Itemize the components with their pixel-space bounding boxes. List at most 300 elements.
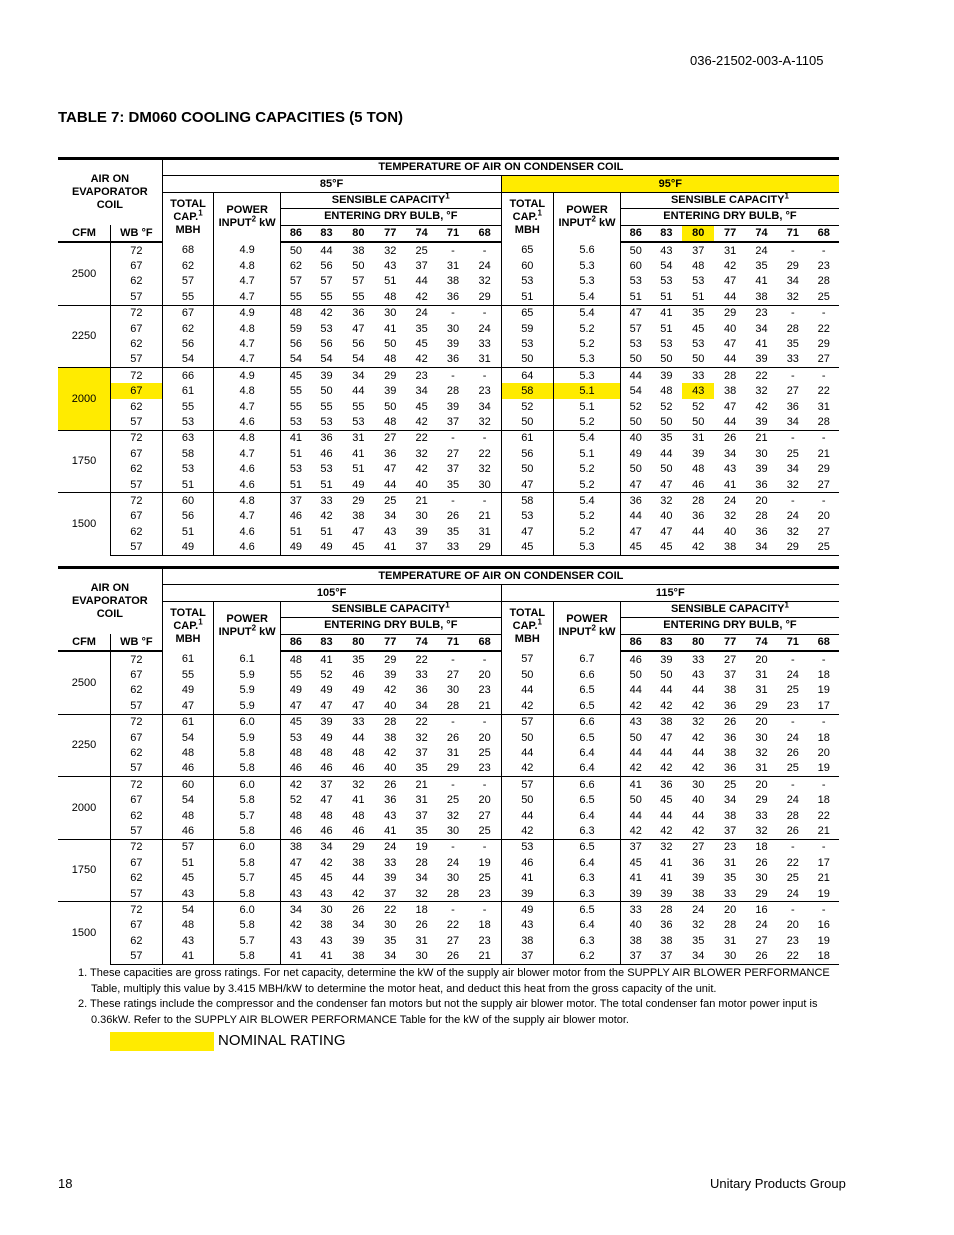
wb-value: 72 xyxy=(111,777,163,793)
sensible-value: 55 xyxy=(281,383,311,398)
total-cap-value: 42 xyxy=(501,823,554,839)
total-cap-value: 45 xyxy=(162,870,214,885)
power-input-value: 5.1 xyxy=(554,383,621,398)
total-cap-value: 54 xyxy=(162,352,214,368)
sensible-value: 27 xyxy=(446,669,460,682)
sensible-value: 36 xyxy=(692,856,705,869)
total-cap-value: 48 xyxy=(162,918,214,933)
sensible-value: 57 xyxy=(620,321,650,336)
sensible-value: 38 xyxy=(342,948,374,964)
sensible-value: 23 xyxy=(478,762,491,775)
sensible-value: 43 xyxy=(723,463,737,476)
sensible-value: - xyxy=(469,430,501,446)
total-cap-value: 50 xyxy=(501,352,554,368)
sensible-value: 51 xyxy=(620,289,650,305)
sensible-value: 31 xyxy=(755,684,768,697)
cfm-value: 2250 xyxy=(58,305,111,368)
sensible-value: 37 xyxy=(620,948,650,964)
sensible-value: 50 xyxy=(620,667,650,682)
sensible-value: 41 xyxy=(723,478,737,491)
sensible-value: 41 xyxy=(660,856,673,869)
sensible-value: 46 xyxy=(281,761,311,777)
sensible-value: 39 xyxy=(446,337,460,350)
sensible-value: 47 xyxy=(320,699,333,712)
sensible-value: 32 xyxy=(415,731,428,744)
sensible-value: 20 xyxy=(746,493,777,509)
sensible-value: - xyxy=(809,839,840,855)
sensible-value: 41 xyxy=(755,337,768,350)
sensible-value: 31 xyxy=(755,669,768,682)
total-cap-value: 55 xyxy=(162,399,214,414)
sensible-value: 47 xyxy=(660,731,673,744)
condenser-temp-a: 85°F xyxy=(162,176,501,192)
sensible-value: 38 xyxy=(660,934,673,947)
total-cap-value: 49 xyxy=(162,683,214,698)
power-input-value: 5.1 xyxy=(554,446,621,461)
sensible-value: 44 xyxy=(660,809,673,822)
sensible-value: 39 xyxy=(755,415,768,428)
table-row xyxy=(58,918,839,933)
sensible-value: 42 xyxy=(692,762,705,775)
sensible-value: 22 xyxy=(817,385,830,398)
dry-bulb-col-a: 74 xyxy=(406,634,437,651)
table-row xyxy=(58,383,839,398)
sensible-value: 48 xyxy=(384,290,397,303)
air-on-label: AIR ON xyxy=(90,173,130,186)
sensible-value: - xyxy=(777,368,808,384)
power-input-value: 4.8 xyxy=(214,258,281,273)
power-input-value: 6.4 xyxy=(554,761,621,777)
cfm-header: CFM xyxy=(58,225,111,242)
coil-label: COIL xyxy=(96,608,123,621)
sensible-value: 29 xyxy=(714,305,745,321)
condenser-temp-b: 95°F xyxy=(501,176,839,192)
total-cap-value: 61 xyxy=(162,383,214,398)
sensible-value: 39 xyxy=(311,714,342,730)
sensible-value: 38 xyxy=(446,275,460,288)
sensible-value: 42 xyxy=(384,746,397,759)
total-cap-value: 47 xyxy=(501,524,554,539)
sensible-value: 46 xyxy=(281,823,311,839)
power-input-value: 6.6 xyxy=(554,667,621,682)
total-cap-value: 66 xyxy=(162,368,214,384)
dry-bulb-col-b: 68 xyxy=(809,225,840,242)
sensible-value: 34 xyxy=(415,385,428,398)
sensible-value: 34 xyxy=(352,919,365,932)
sensible-value: 53 xyxy=(320,463,333,476)
total-cap-value: 61 xyxy=(501,430,554,446)
input-label: INPUT xyxy=(558,626,592,639)
total-cap-value: 51 xyxy=(501,289,554,305)
sensible-value: 32 xyxy=(478,415,491,428)
total-cap-value: 39 xyxy=(501,886,554,902)
power-input-header-b xyxy=(554,601,621,651)
sensible-value: 21 xyxy=(817,824,830,837)
sensible-value: 24 xyxy=(406,305,437,321)
power-input-value: 5.9 xyxy=(214,698,281,714)
wb-value: 72 xyxy=(111,493,163,509)
sensible-value: 44 xyxy=(620,368,650,384)
legend-label: NOMINAL RATING xyxy=(218,1032,346,1049)
sensible-value: 28 xyxy=(375,714,406,730)
wb-value: 57 xyxy=(111,823,163,839)
table-row xyxy=(58,274,839,289)
dry-bulb-col-a: 80 xyxy=(342,634,374,651)
power-label: POWER xyxy=(226,204,268,217)
sensible-value: 39 xyxy=(384,385,397,398)
cfm-header: CFM xyxy=(58,634,111,651)
sensible-value: 43 xyxy=(692,669,705,682)
sensible-value: 50 xyxy=(384,400,397,413)
sensible-value: 23 xyxy=(817,260,830,273)
table-row xyxy=(58,352,839,368)
total-cap-value: 57 xyxy=(501,777,554,793)
sensible-value: 48 xyxy=(281,808,311,823)
sensible-value: - xyxy=(437,902,468,918)
sensible-value: 30 xyxy=(446,872,460,885)
cooling-capacity-table-2 xyxy=(58,566,839,965)
sensible-value: 42 xyxy=(723,260,737,273)
sensible-value: 41 xyxy=(620,777,650,793)
power-input-value: 6.6 xyxy=(554,714,621,730)
sensible-value: 31 xyxy=(723,856,737,869)
power-input-value: 6.5 xyxy=(554,839,621,855)
kw-label: kW xyxy=(259,217,276,230)
sensible-value: 28 xyxy=(714,368,745,384)
sensible-value: 47 xyxy=(620,524,650,539)
sensible-value: 26 xyxy=(786,746,799,759)
dry-bulb-col-a: 77 xyxy=(375,225,406,242)
sensible-value: 30 xyxy=(446,684,460,697)
sensible-value: 50 xyxy=(620,461,650,476)
sensible-value: 28 xyxy=(817,275,830,288)
sensible-value: 53 xyxy=(281,730,311,745)
sensible-value: 20 xyxy=(786,919,799,932)
total-cap-value: 51 xyxy=(162,477,214,493)
sensible-value: 54 xyxy=(660,260,673,273)
sensible-value: 38 xyxy=(723,809,737,822)
sensible-value: 28 xyxy=(446,385,460,398)
power-input-value: 6.0 xyxy=(214,714,281,730)
sensible-value: 43 xyxy=(281,886,311,902)
sensible-value: 35 xyxy=(682,305,714,321)
mbh-label: MBH xyxy=(514,632,540,645)
wb-value: 67 xyxy=(111,446,163,461)
sensible-value: 20 xyxy=(817,510,830,523)
sensible-value: 47 xyxy=(352,699,365,712)
sensible-value: 37 xyxy=(620,839,650,855)
footnote-ref: 1 xyxy=(198,208,203,218)
sensible-value: 42 xyxy=(311,305,342,321)
sensible-value: 25 xyxy=(786,872,799,885)
sensible-value: 22 xyxy=(786,856,799,869)
sensible-value: 42 xyxy=(755,400,768,413)
sensible-value: 51 xyxy=(281,524,311,539)
sensible-label: SENSIBLE CAPACITY xyxy=(670,193,785,206)
sensible-value: 42 xyxy=(682,539,714,555)
sensible-value: 42 xyxy=(620,823,650,839)
sensible-value: 33 xyxy=(384,856,397,869)
power-input-value: 5.8 xyxy=(214,918,281,933)
sensible-value: 35 xyxy=(651,430,682,446)
total-cap-value: 45 xyxy=(501,539,554,555)
power-input-value: 4.6 xyxy=(214,539,281,555)
document-number: 036-21502-003-A-1105 xyxy=(690,53,824,68)
power-input-header-a xyxy=(214,192,281,242)
sensible-value: 54 xyxy=(352,353,365,366)
footer-company: Unitary Products Group xyxy=(710,1176,846,1191)
sensible-value: 36 xyxy=(723,699,737,712)
power-label: POWER xyxy=(566,204,608,217)
sensible-value: 30 xyxy=(478,478,491,491)
sensible-value: 30 xyxy=(375,305,406,321)
dry-bulb-col-a: 86 xyxy=(281,225,311,242)
sensible-value: 37 xyxy=(415,809,428,822)
sensible-value: 53 xyxy=(620,274,650,289)
total-cap-value: 50 xyxy=(501,667,554,682)
total-cap-value: 56 xyxy=(162,336,214,351)
power-input-value: 6.0 xyxy=(214,902,281,918)
dry-bulb-col-b: 71 xyxy=(777,634,808,651)
sensible-value: 48 xyxy=(352,746,365,759)
sensible-value: 32 xyxy=(786,478,799,491)
power-input-value: 6.5 xyxy=(554,698,621,714)
sensible-value: 41 xyxy=(375,539,406,555)
sensible-value: 21 xyxy=(817,872,830,885)
sensible-value: 44 xyxy=(620,683,650,698)
sensible-value: 26 xyxy=(415,919,428,932)
sensible-value: 47 xyxy=(352,322,365,335)
power-input-value: 5.2 xyxy=(554,336,621,351)
sensible-value: 30 xyxy=(446,322,460,335)
total-cap-value: 57 xyxy=(162,839,214,855)
sensible-value: 48 xyxy=(352,809,365,822)
sensible-value: - xyxy=(777,777,808,793)
table-row xyxy=(58,823,839,839)
sensible-value: 32 xyxy=(384,244,397,257)
sensible-value: 32 xyxy=(651,839,682,855)
dry-bulb-col-b: 86 xyxy=(620,634,650,651)
sensible-value: 24 xyxy=(446,856,460,869)
sensible-value: 41 xyxy=(660,872,673,885)
sensible-value: 38 xyxy=(352,856,365,869)
table-row xyxy=(58,414,839,430)
sensible-value: 41 xyxy=(352,794,365,807)
sensible-value: 21 xyxy=(746,430,777,446)
sensible-value: 25 xyxy=(817,290,830,303)
sensible-value: - xyxy=(451,653,455,666)
power-input-value: 6.1 xyxy=(214,651,281,667)
sensible-value: 30 xyxy=(755,872,768,885)
sensible-value: - xyxy=(821,653,826,666)
sensible-value: 53 xyxy=(692,337,705,350)
sensible-value: 48 xyxy=(692,260,705,273)
total-cap-value: 43 xyxy=(162,933,214,948)
sensible-value: 49 xyxy=(352,478,365,491)
sensible-value: - xyxy=(469,902,501,918)
total-cap-value: 53 xyxy=(501,336,554,351)
sensible-value: 53 xyxy=(660,337,673,350)
sensible-value: 34 xyxy=(415,872,428,885)
wb-value: 67 xyxy=(111,792,163,807)
power-input-value: 6.5 xyxy=(554,792,621,807)
sensible-value: 27 xyxy=(817,525,830,538)
sensible-value: 22 xyxy=(415,653,428,666)
power-input-header-b xyxy=(554,192,621,242)
wb-value: 62 xyxy=(111,745,163,760)
sensible-value: - xyxy=(809,777,840,793)
sensible-value: 23 xyxy=(478,887,491,900)
sensible-value: 20 xyxy=(714,902,745,918)
sensible-value: 42 xyxy=(281,918,311,933)
sensible-value: 35 xyxy=(384,934,397,947)
total-cap-value: 55 xyxy=(162,667,214,682)
sensible-value: 47 xyxy=(384,463,397,476)
sensible-value: 32 xyxy=(755,385,768,398)
sensible-value: 35 xyxy=(415,762,428,775)
sensible-value: 44 xyxy=(352,872,365,885)
total-cap-value: 46 xyxy=(162,761,214,777)
sensible-value: 44 xyxy=(723,353,737,366)
dry-bulb-col-b: 77 xyxy=(714,634,745,651)
sensible-label: SENSIBLE CAPACITY xyxy=(670,602,785,615)
sensible-value: 33 xyxy=(755,809,768,822)
sensible-value: 48 xyxy=(384,353,397,366)
table-row xyxy=(58,258,839,273)
dry-bulb-col-b: 80 xyxy=(682,634,714,651)
sensible-value: 16 xyxy=(817,919,830,932)
dry-bulb-col-b: 80 xyxy=(682,225,714,242)
sensible-value: 45 xyxy=(281,870,311,885)
wb-value: 57 xyxy=(111,761,163,777)
sensible-value: 43 xyxy=(384,525,397,538)
sensible-value: 38 xyxy=(384,731,397,744)
table-row xyxy=(58,948,839,964)
sensible-value: 32 xyxy=(478,275,491,288)
table-row xyxy=(58,745,839,760)
sensible-value: 44 xyxy=(620,808,650,823)
sensible-value: 24 xyxy=(478,260,491,273)
footnote-ref: 2 xyxy=(591,623,596,633)
sensible-value: 25 xyxy=(786,447,799,460)
total-cap-value: 63 xyxy=(162,430,214,446)
table-row xyxy=(58,870,839,885)
sensible-value: 29 xyxy=(342,839,374,855)
footnote-ref: 1 xyxy=(445,600,450,610)
sensible-value: 32 xyxy=(786,290,799,303)
total-cap-value: 52 xyxy=(501,399,554,414)
total-cap-value: 53 xyxy=(162,461,214,476)
sensible-value: 32 xyxy=(651,493,682,509)
power-input-value: 6.5 xyxy=(554,730,621,745)
sensible-value: 33 xyxy=(786,353,799,366)
power-input-value: 5.2 xyxy=(554,461,621,476)
sensible-value: 41 xyxy=(384,824,397,837)
sensible-value: 44 xyxy=(384,478,397,491)
wb-value: 62 xyxy=(111,524,163,539)
sensible-value: 19 xyxy=(817,887,830,900)
wb-value: 67 xyxy=(111,258,163,273)
sensible-value: 32 xyxy=(755,824,768,837)
total-cap-header-b xyxy=(501,192,554,242)
sensible-value: 29 xyxy=(375,368,406,384)
sensible-value: 31 xyxy=(342,430,374,446)
sensible-value: 21 xyxy=(817,447,830,460)
power-input-value: 5.3 xyxy=(554,368,621,384)
power-input-value: 4.9 xyxy=(214,305,281,321)
sensible-value: 49 xyxy=(620,446,650,461)
footnote-ref: 2 xyxy=(591,214,596,224)
cfm-value: 2000 xyxy=(58,368,111,431)
table-row xyxy=(58,933,839,948)
sensible-value: 31 xyxy=(415,934,428,947)
power-input-value: 4.6 xyxy=(214,524,281,539)
sensible-value: 32 xyxy=(415,447,428,460)
power-input-value: 5.4 xyxy=(554,493,621,509)
sensible-value: 45 xyxy=(281,368,311,384)
sensible-value: 41 xyxy=(320,653,333,666)
sensible-value: 37 xyxy=(446,463,460,476)
sensible-value: 32 xyxy=(723,510,737,523)
sensible-value: 36 xyxy=(723,731,737,744)
sensible-value: - xyxy=(469,493,501,509)
sensible-value: - xyxy=(437,714,468,730)
sensible-value: 32 xyxy=(342,777,374,793)
sensible-value: 37 xyxy=(384,887,397,900)
power-input-value: 5.7 xyxy=(214,808,281,823)
sensible-value: 26 xyxy=(342,902,374,918)
power-input-value: 6.4 xyxy=(554,745,621,760)
sensible-value: 37 xyxy=(651,948,682,964)
wb-value: 57 xyxy=(111,289,163,305)
table-row xyxy=(58,714,839,730)
total-cap-value: 53 xyxy=(501,839,554,855)
sensible-value: 44 xyxy=(692,525,705,538)
sensible-value: 50 xyxy=(692,353,705,366)
footnote-ref: 1 xyxy=(537,617,542,627)
table-row xyxy=(58,461,839,476)
total-cap-value: 46 xyxy=(162,823,214,839)
sensible-value: 49 xyxy=(320,731,333,744)
sensible-value: 45 xyxy=(320,872,333,885)
total-cap-value: 67 xyxy=(162,305,214,321)
sensible-value: 43 xyxy=(660,244,673,257)
sensible-value: 28 xyxy=(755,510,768,523)
sensible-value: 29 xyxy=(755,699,768,712)
evaporator-label: EVAPORATOR xyxy=(71,595,148,608)
sensible-value: 31 xyxy=(446,260,460,273)
sensible-value: 41 xyxy=(384,322,397,335)
total-cap-value: 56 xyxy=(501,446,554,461)
sensible-value: 25 xyxy=(478,746,491,759)
sensible-value: 40 xyxy=(384,699,397,712)
sensible-value: 51 xyxy=(281,477,311,493)
cfm-value: 1750 xyxy=(58,430,111,493)
sensible-value: 42 xyxy=(320,856,333,869)
sensible-value: 24 xyxy=(786,731,799,744)
sensible-value: 22 xyxy=(446,919,460,932)
sensible-value: 56 xyxy=(281,336,311,351)
power-input-value: 4.9 xyxy=(214,242,281,258)
sensible-value: 29 xyxy=(755,887,768,900)
sensible-value: 38 xyxy=(692,887,705,900)
sensible-value: 33 xyxy=(437,539,468,555)
total-cap-value: 57 xyxy=(501,714,554,730)
sensible-value: 62 xyxy=(281,258,311,273)
cfm-value: 2500 xyxy=(71,676,97,689)
entering-dry-bulb-header-a: ENTERING DRY BULB, °F xyxy=(281,618,502,634)
total-cap-value: 58 xyxy=(162,446,214,461)
